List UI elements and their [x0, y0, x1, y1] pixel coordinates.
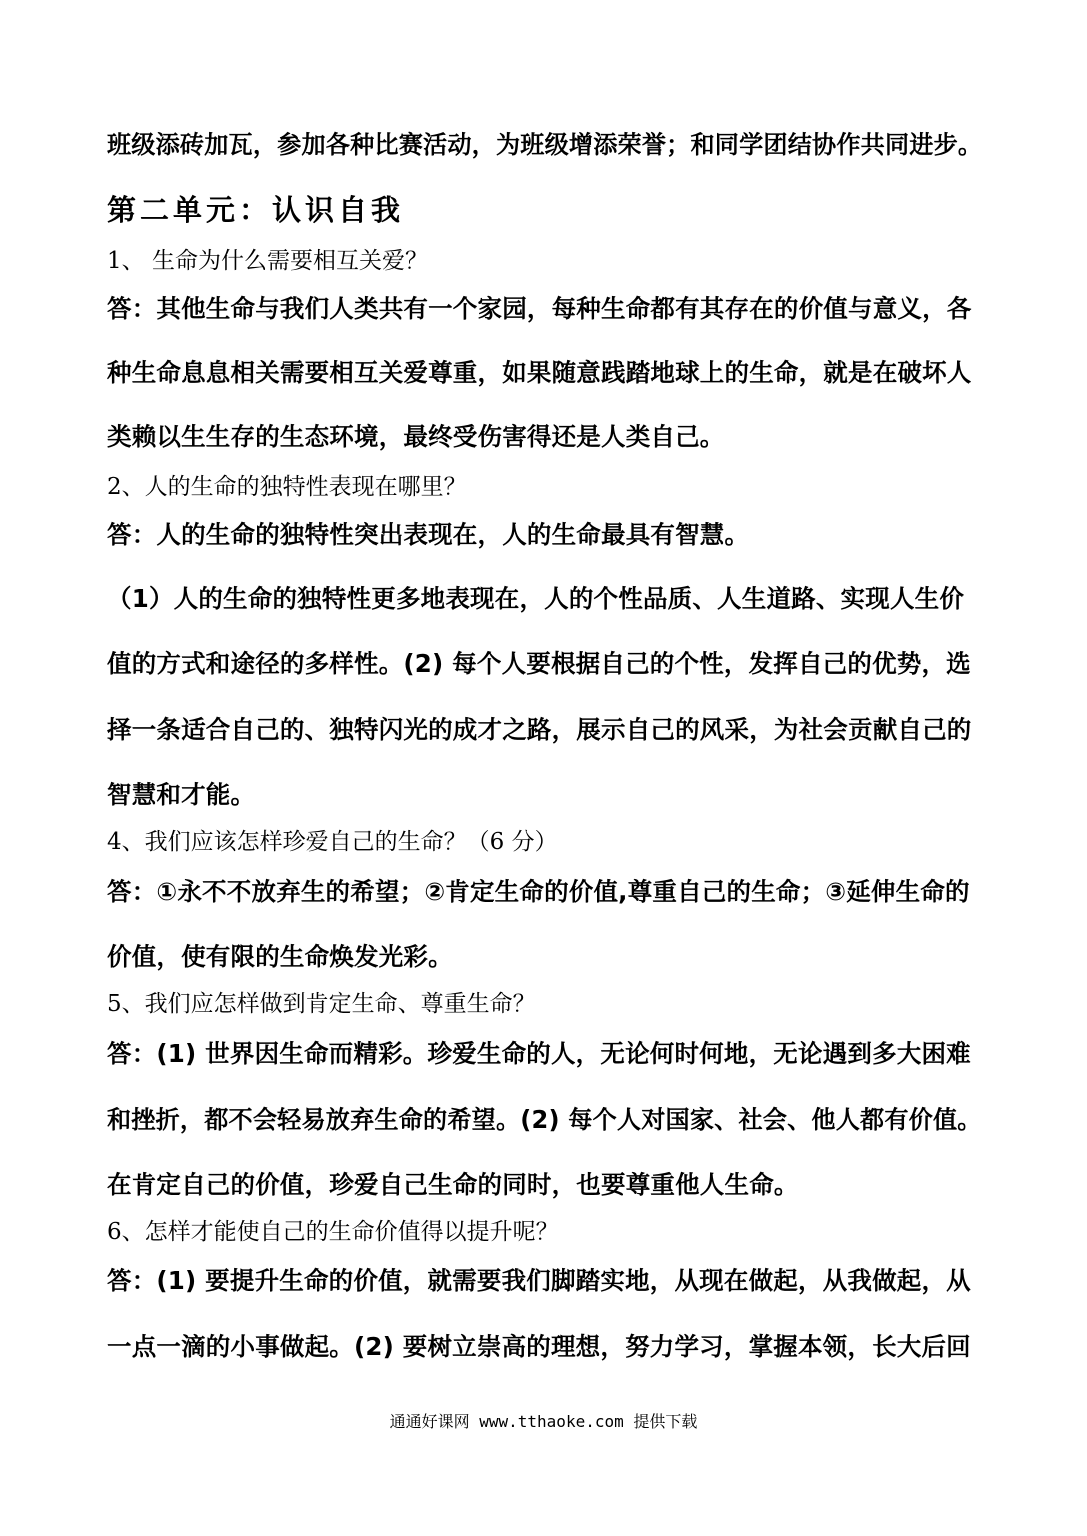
answer-line: 答：(1) 要提升生命的价值，就需要我们脚踏实地，从现在做起，从我做起，从: [107, 1266, 971, 1295]
question-line: 2、人的生命的独特性表现在哪里？: [107, 474, 467, 500]
answer-line: 一点一滴的小事做起。(2) 要树立崇高的理想，努力学习，掌握本领，长大后回: [107, 1332, 971, 1361]
question-line: 4、我们应该怎样珍爱自己的生命？（6 分）: [107, 829, 558, 855]
answer-line: 择一条适合自己的、独特闪光的成才之路，展示自己的风采，为社会贡献自己的: [107, 715, 972, 744]
answer-line: 价值，使有限的生命焕发光彩。: [107, 942, 453, 971]
unit-heading: 第二单元：认识自我: [107, 193, 405, 227]
answer-line: 在肯定自己的价值，珍爱自己生命的同时，也要尊重他人生命。: [107, 1170, 799, 1199]
answer-line: 答：人的生命的独特性突出表现在，人的生命最具有智慧。: [107, 520, 750, 549]
page-footer: 通通好课网 www.tthaoke.com 提供下载: [389, 1412, 698, 1431]
answer-line: 种生命息息相关需要相互关爱尊重，如果随意践踏地球上的生命，就是在破坏人: [107, 358, 972, 387]
question-line: 6、怎样才能使自己的生命价值得以提升呢？: [107, 1219, 559, 1245]
question-line: 5、我们应怎样做到肯定生命、尊重生命？: [107, 991, 536, 1017]
answer-line: 班级添砖加瓦，参加各种比赛活动，为班级增添荣誉；和同学团结协作共同进步。: [107, 130, 983, 159]
answer-line: 类赖以生生存的生态环境，最终受伤害得还是人类自己。: [107, 422, 725, 451]
answer-line: （1）人的生命的独特性更多地表现在，人的个性品质、人生道路、实现人生价: [107, 584, 965, 613]
answer-line: 值的方式和途径的多样性。(2) 每个人要根据自己的个性，发挥自己的优势，选: [107, 649, 971, 678]
question-line: 1、 生命为什么需要相互关爱？: [107, 248, 428, 274]
answer-line: 答：(1) 世界因生命而精彩。珍爱生命的人，无论何时何地，无论遇到多大困难: [107, 1039, 971, 1068]
answer-line: 智慧和才能。: [107, 780, 256, 809]
answer-line: 和挫折，都不会轻易放弃生命的希望。(2) 每个人对国家、社会、他人都有价值。: [107, 1105, 982, 1134]
answer-line: 答：①永不不放弃生的希望；②肯定生命的价值,尊重自己的生命；③延伸生命的: [107, 877, 970, 906]
answer-line: 答：其他生命与我们人类共有一个家园，每种生命都有其存在的价值与意义，各: [107, 294, 972, 323]
